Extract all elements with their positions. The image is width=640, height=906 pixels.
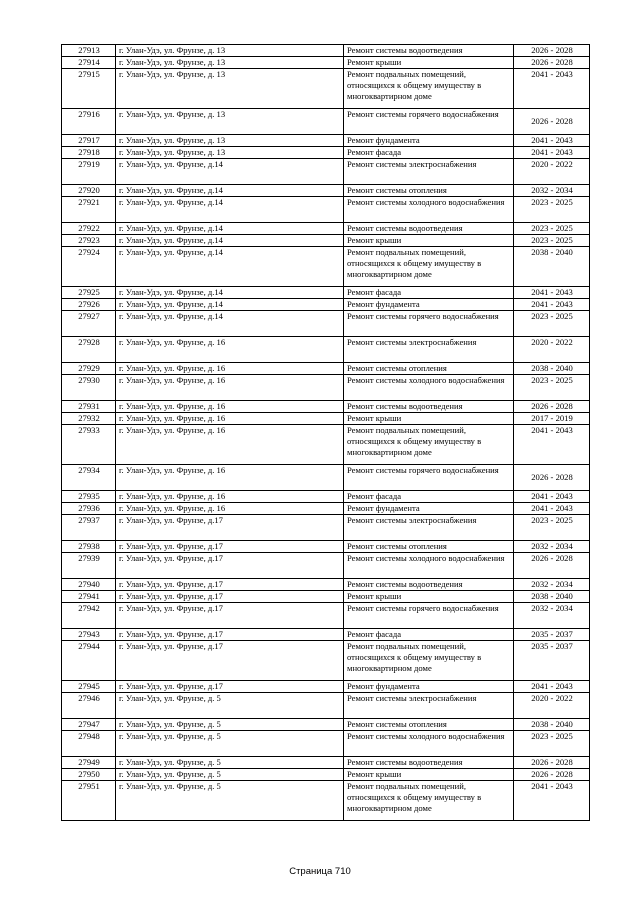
work-type-cell: Ремонт системы водоотведения bbox=[344, 757, 514, 769]
record-number: 27940 bbox=[62, 579, 116, 591]
period-cell: 2038 - 2040 bbox=[514, 363, 590, 375]
work-type-cell: Ремонт крыши bbox=[344, 235, 514, 247]
table-row bbox=[62, 235, 590, 247]
table-row bbox=[62, 375, 590, 401]
record-number: 27937 bbox=[62, 515, 116, 541]
works-table bbox=[61, 44, 590, 821]
record-number: 27924 bbox=[62, 247, 116, 287]
work-type-cell: Ремонт подвальных помещений, относящихся к общему имуществу в многоквартирном доме bbox=[344, 69, 514, 109]
address-cell: г. Улан-Удэ, ул. Фрунзе, д. 5 bbox=[116, 769, 344, 781]
work-type-cell: Ремонт подвальных помещений, относящихся к общему имуществу в многоквартирном доме bbox=[344, 641, 514, 681]
address-cell: г. Улан-Удэ, ул. Фрунзе, д.14 bbox=[116, 185, 344, 197]
address-cell: г. Улан-Удэ, ул. Фрунзе, д.14 bbox=[116, 223, 344, 235]
record-number: 27918 bbox=[62, 147, 116, 159]
record-number: 27938 bbox=[62, 541, 116, 553]
table-row bbox=[62, 45, 590, 57]
record-number: 27925 bbox=[62, 287, 116, 299]
work-type-cell: Ремонт системы холодного водоснабжения bbox=[344, 197, 514, 223]
period-cell: 2020 - 2022 bbox=[514, 159, 590, 185]
period-cell: 2023 - 2025 bbox=[514, 375, 590, 401]
address-cell: г. Улан-Удэ, ул. Фрунзе, д.17 bbox=[116, 641, 344, 681]
work-type-cell: Ремонт фасада bbox=[344, 491, 514, 503]
table-row bbox=[62, 311, 590, 337]
table-row bbox=[62, 719, 590, 731]
period-cell: 2026 - 2028 bbox=[514, 401, 590, 413]
work-type-cell: Ремонт системы электроснабжения bbox=[344, 515, 514, 541]
address-cell: г. Улан-Удэ, ул. Фрунзе, д.17 bbox=[116, 541, 344, 553]
period-cell: 2026 - 2028 bbox=[514, 45, 590, 57]
work-type-cell: Ремонт фасада bbox=[344, 629, 514, 641]
period-cell: 2041 - 2043 bbox=[514, 503, 590, 515]
record-number: 27947 bbox=[62, 719, 116, 731]
address-cell: г. Улан-Удэ, ул. Фрунзе, д. 16 bbox=[116, 491, 344, 503]
table-row bbox=[62, 363, 590, 375]
work-type-cell: Ремонт фасада bbox=[344, 147, 514, 159]
period-cell: 2041 - 2043 bbox=[514, 69, 590, 109]
table-row bbox=[62, 465, 590, 491]
record-number: 27914 bbox=[62, 57, 116, 69]
address-cell: г. Улан-Удэ, ул. Фрунзе, д. 16 bbox=[116, 425, 344, 465]
work-type-cell: Ремонт крыши bbox=[344, 57, 514, 69]
period-cell: 2026 - 2028 bbox=[514, 553, 590, 579]
table-row bbox=[62, 425, 590, 465]
record-number: 27926 bbox=[62, 299, 116, 311]
address-cell: г. Улан-Удэ, ул. Фрунзе, д. 5 bbox=[116, 693, 344, 719]
address-cell: г. Улан-Удэ, ул. Фрунзе, д. 16 bbox=[116, 465, 344, 491]
period-cell: 2035 - 2037 bbox=[514, 629, 590, 641]
period-cell: 2038 - 2040 bbox=[514, 247, 590, 287]
address-cell: г. Улан-Удэ, ул. Фрунзе, д.17 bbox=[116, 515, 344, 541]
address-cell: г. Улан-Удэ, ул. Фрунзе, д. 5 bbox=[116, 757, 344, 769]
period-cell: 2023 - 2025 bbox=[514, 235, 590, 247]
work-type-cell: Ремонт системы отопления bbox=[344, 719, 514, 731]
work-type-cell: Ремонт системы отопления bbox=[344, 185, 514, 197]
address-cell: г. Улан-Удэ, ул. Фрунзе, д.14 bbox=[116, 287, 344, 299]
work-type-cell: Ремонт подвальных помещений, относящихся к общему имуществу в многоквартирном доме bbox=[344, 247, 514, 287]
work-type-cell: Ремонт крыши bbox=[344, 413, 514, 425]
address-cell: г. Улан-Удэ, ул. Фрунзе, д.17 bbox=[116, 629, 344, 641]
table-row bbox=[62, 197, 590, 223]
record-number: 27922 bbox=[62, 223, 116, 235]
address-cell: г. Улан-Удэ, ул. Фрунзе, д. 13 bbox=[116, 147, 344, 159]
record-number: 27919 bbox=[62, 159, 116, 185]
work-type-cell: Ремонт фундамента bbox=[344, 503, 514, 515]
record-number: 27946 bbox=[62, 693, 116, 719]
address-cell: г. Улан-Удэ, ул. Фрунзе, д. 5 bbox=[116, 731, 344, 757]
period-cell: 2041 - 2043 bbox=[514, 287, 590, 299]
record-number: 27939 bbox=[62, 553, 116, 579]
address-cell: г. Улан-Удэ, ул. Фрунзе, д. 13 bbox=[116, 69, 344, 109]
record-number: 27935 bbox=[62, 491, 116, 503]
address-cell: г. Улан-Удэ, ул. Фрунзе, д. 16 bbox=[116, 401, 344, 413]
work-type-cell: Ремонт системы водоотведения bbox=[344, 223, 514, 235]
period-cell: 2041 - 2043 bbox=[514, 299, 590, 311]
record-number: 27932 bbox=[62, 413, 116, 425]
address-cell: г. Улан-Удэ, ул. Фрунзе, д.17 bbox=[116, 579, 344, 591]
work-type-cell: Ремонт системы горячего водоснабжения bbox=[344, 109, 514, 135]
table-row bbox=[62, 693, 590, 719]
table-row bbox=[62, 491, 590, 503]
work-type-cell: Ремонт системы холодного водоснабжения bbox=[344, 375, 514, 401]
period-cell: 2026 - 2028 bbox=[514, 465, 590, 491]
table-row bbox=[62, 185, 590, 197]
period-cell: 2023 - 2025 bbox=[514, 197, 590, 223]
address-cell: г. Улан-Удэ, ул. Фрунзе, д. 16 bbox=[116, 413, 344, 425]
work-type-cell: Ремонт системы электроснабжения bbox=[344, 693, 514, 719]
record-number: 27917 bbox=[62, 135, 116, 147]
record-number: 27934 bbox=[62, 465, 116, 491]
address-cell: г. Улан-Удэ, ул. Фрунзе, д. 16 bbox=[116, 363, 344, 375]
address-cell: г. Улан-Удэ, ул. Фрунзе, д.14 bbox=[116, 311, 344, 337]
table-row bbox=[62, 57, 590, 69]
table-row bbox=[62, 135, 590, 147]
work-type-cell: Ремонт крыши bbox=[344, 591, 514, 603]
period-cell: 2020 - 2022 bbox=[514, 337, 590, 363]
record-number: 27941 bbox=[62, 591, 116, 603]
work-type-cell: Ремонт системы электроснабжения bbox=[344, 159, 514, 185]
table-row bbox=[62, 109, 590, 135]
record-number: 27915 bbox=[62, 69, 116, 109]
table-row bbox=[62, 591, 590, 603]
table-row bbox=[62, 515, 590, 541]
table-row bbox=[62, 401, 590, 413]
record-number: 27933 bbox=[62, 425, 116, 465]
work-type-cell: Ремонт системы горячего водоснабжения bbox=[344, 311, 514, 337]
record-number: 27921 bbox=[62, 197, 116, 223]
works-table-body bbox=[62, 45, 590, 821]
table-row bbox=[62, 299, 590, 311]
record-number: 27949 bbox=[62, 757, 116, 769]
period-cell: 2041 - 2043 bbox=[514, 781, 590, 821]
period-cell: 2020 - 2022 bbox=[514, 693, 590, 719]
work-type-cell: Ремонт подвальных помещений, относящихся к общему имуществу в многоквартирном доме bbox=[344, 425, 514, 465]
record-number: 27944 bbox=[62, 641, 116, 681]
record-number: 27920 bbox=[62, 185, 116, 197]
record-number: 27913 bbox=[62, 45, 116, 57]
work-type-cell: Ремонт фундамента bbox=[344, 299, 514, 311]
table-row bbox=[62, 337, 590, 363]
table-row bbox=[62, 247, 590, 287]
record-number: 27923 bbox=[62, 235, 116, 247]
record-number: 27930 bbox=[62, 375, 116, 401]
work-type-cell: Ремонт подвальных помещений, относящихся к общему имуществу в многоквартирном доме bbox=[344, 781, 514, 821]
table-row bbox=[62, 641, 590, 681]
address-cell: г. Улан-Удэ, ул. Фрунзе, д.17 bbox=[116, 591, 344, 603]
record-number: 27916 bbox=[62, 109, 116, 135]
record-number: 27929 bbox=[62, 363, 116, 375]
record-number: 27950 bbox=[62, 769, 116, 781]
work-type-cell: Ремонт крыши bbox=[344, 769, 514, 781]
address-cell: г. Улан-Удэ, ул. Фрунзе, д. 13 bbox=[116, 135, 344, 147]
table-row bbox=[62, 553, 590, 579]
work-type-cell: Ремонт фундамента bbox=[344, 135, 514, 147]
period-cell: 2041 - 2043 bbox=[514, 135, 590, 147]
period-cell: 2032 - 2034 bbox=[514, 603, 590, 629]
page-number: Страница 710 bbox=[289, 866, 351, 877]
address-cell: г. Улан-Удэ, ул. Фрунзе, д. 13 bbox=[116, 45, 344, 57]
table-row bbox=[62, 287, 590, 299]
address-cell: г. Улан-Удэ, ул. Фрунзе, д.14 bbox=[116, 197, 344, 223]
address-cell: г. Улан-Удэ, ул. Фрунзе, д.14 bbox=[116, 235, 344, 247]
record-number: 27943 bbox=[62, 629, 116, 641]
work-type-cell: Ремонт системы электроснабжения bbox=[344, 337, 514, 363]
work-type-cell: Ремонт системы холодного водоснабжения bbox=[344, 553, 514, 579]
period-cell: 2041 - 2043 bbox=[514, 425, 590, 465]
table-row bbox=[62, 629, 590, 641]
period-cell: 2041 - 2043 bbox=[514, 491, 590, 503]
record-number: 27951 bbox=[62, 781, 116, 821]
period-cell: 2032 - 2034 bbox=[514, 185, 590, 197]
period-cell: 2032 - 2034 bbox=[514, 541, 590, 553]
record-number: 27936 bbox=[62, 503, 116, 515]
address-cell: г. Улан-Удэ, ул. Фрунзе, д. 16 bbox=[116, 337, 344, 363]
table-row bbox=[62, 603, 590, 629]
record-number: 27928 bbox=[62, 337, 116, 363]
period-cell: 2041 - 2043 bbox=[514, 681, 590, 693]
work-type-cell: Ремонт системы горячего водоснабжения bbox=[344, 603, 514, 629]
table-row bbox=[62, 681, 590, 693]
period-cell: 2017 - 2019 bbox=[514, 413, 590, 425]
table-row bbox=[62, 147, 590, 159]
table-row bbox=[62, 781, 590, 821]
address-cell: г. Улан-Удэ, ул. Фрунзе, д. 13 bbox=[116, 57, 344, 69]
address-cell: г. Улан-Удэ, ул. Фрунзе, д. 13 bbox=[116, 109, 344, 135]
table-row bbox=[62, 769, 590, 781]
address-cell: г. Улан-Удэ, ул. Фрунзе, д.14 bbox=[116, 159, 344, 185]
record-number: 27945 bbox=[62, 681, 116, 693]
table-row bbox=[62, 541, 590, 553]
work-type-cell: Ремонт фасада bbox=[344, 287, 514, 299]
period-cell: 2023 - 2025 bbox=[514, 515, 590, 541]
table-row bbox=[62, 503, 590, 515]
period-cell: 2035 - 2037 bbox=[514, 641, 590, 681]
address-cell: г. Улан-Удэ, ул. Фрунзе, д. 16 bbox=[116, 503, 344, 515]
period-cell: 2023 - 2025 bbox=[514, 223, 590, 235]
table-row bbox=[62, 223, 590, 235]
work-type-cell: Ремонт системы водоотведения bbox=[344, 579, 514, 591]
page-footer bbox=[0, 866, 640, 877]
address-cell: г. Улан-Удэ, ул. Фрунзе, д.17 bbox=[116, 553, 344, 579]
period-cell: 2038 - 2040 bbox=[514, 719, 590, 731]
period-cell: 2026 - 2028 bbox=[514, 757, 590, 769]
address-cell: г. Улан-Удэ, ул. Фрунзе, д.17 bbox=[116, 603, 344, 629]
work-type-cell: Ремонт системы водоотведения bbox=[344, 45, 514, 57]
record-number: 27927 bbox=[62, 311, 116, 337]
address-cell: г. Улан-Удэ, ул. Фрунзе, д. 5 bbox=[116, 719, 344, 731]
address-cell: г. Улан-Удэ, ул. Фрунзе, д.14 bbox=[116, 299, 344, 311]
period-cell: 2023 - 2025 bbox=[514, 311, 590, 337]
address-cell: г. Улан-Удэ, ул. Фрунзе, д.14 bbox=[116, 247, 344, 287]
period-cell: 2032 - 2034 bbox=[514, 579, 590, 591]
table-row bbox=[62, 579, 590, 591]
period-cell: 2041 - 2043 bbox=[514, 147, 590, 159]
table-row bbox=[62, 757, 590, 769]
record-number: 27931 bbox=[62, 401, 116, 413]
period-cell: 2026 - 2028 bbox=[514, 769, 590, 781]
work-type-cell: Ремонт системы отопления bbox=[344, 363, 514, 375]
work-type-cell: Ремонт системы холодного водоснабжения bbox=[344, 731, 514, 757]
table-row bbox=[62, 69, 590, 109]
work-type-cell: Ремонт системы отопления bbox=[344, 541, 514, 553]
record-number: 27942 bbox=[62, 603, 116, 629]
period-cell: 2023 - 2025 bbox=[514, 731, 590, 757]
address-cell: г. Улан-Удэ, ул. Фрунзе, д. 16 bbox=[116, 375, 344, 401]
work-type-cell: Ремонт системы горячего водоснабжения bbox=[344, 465, 514, 491]
record-number: 27948 bbox=[62, 731, 116, 757]
table-row bbox=[62, 159, 590, 185]
period-cell: 2026 - 2028 bbox=[514, 109, 590, 135]
address-cell: г. Улан-Удэ, ул. Фрунзе, д.17 bbox=[116, 681, 344, 693]
table-row bbox=[62, 413, 590, 425]
table-row bbox=[62, 731, 590, 757]
address-cell: г. Улан-Удэ, ул. Фрунзе, д. 5 bbox=[116, 781, 344, 821]
work-type-cell: Ремонт системы водоотведения bbox=[344, 401, 514, 413]
period-cell: 2038 - 2040 bbox=[514, 591, 590, 603]
period-cell: 2026 - 2028 bbox=[514, 57, 590, 69]
work-type-cell: Ремонт фундамента bbox=[344, 681, 514, 693]
